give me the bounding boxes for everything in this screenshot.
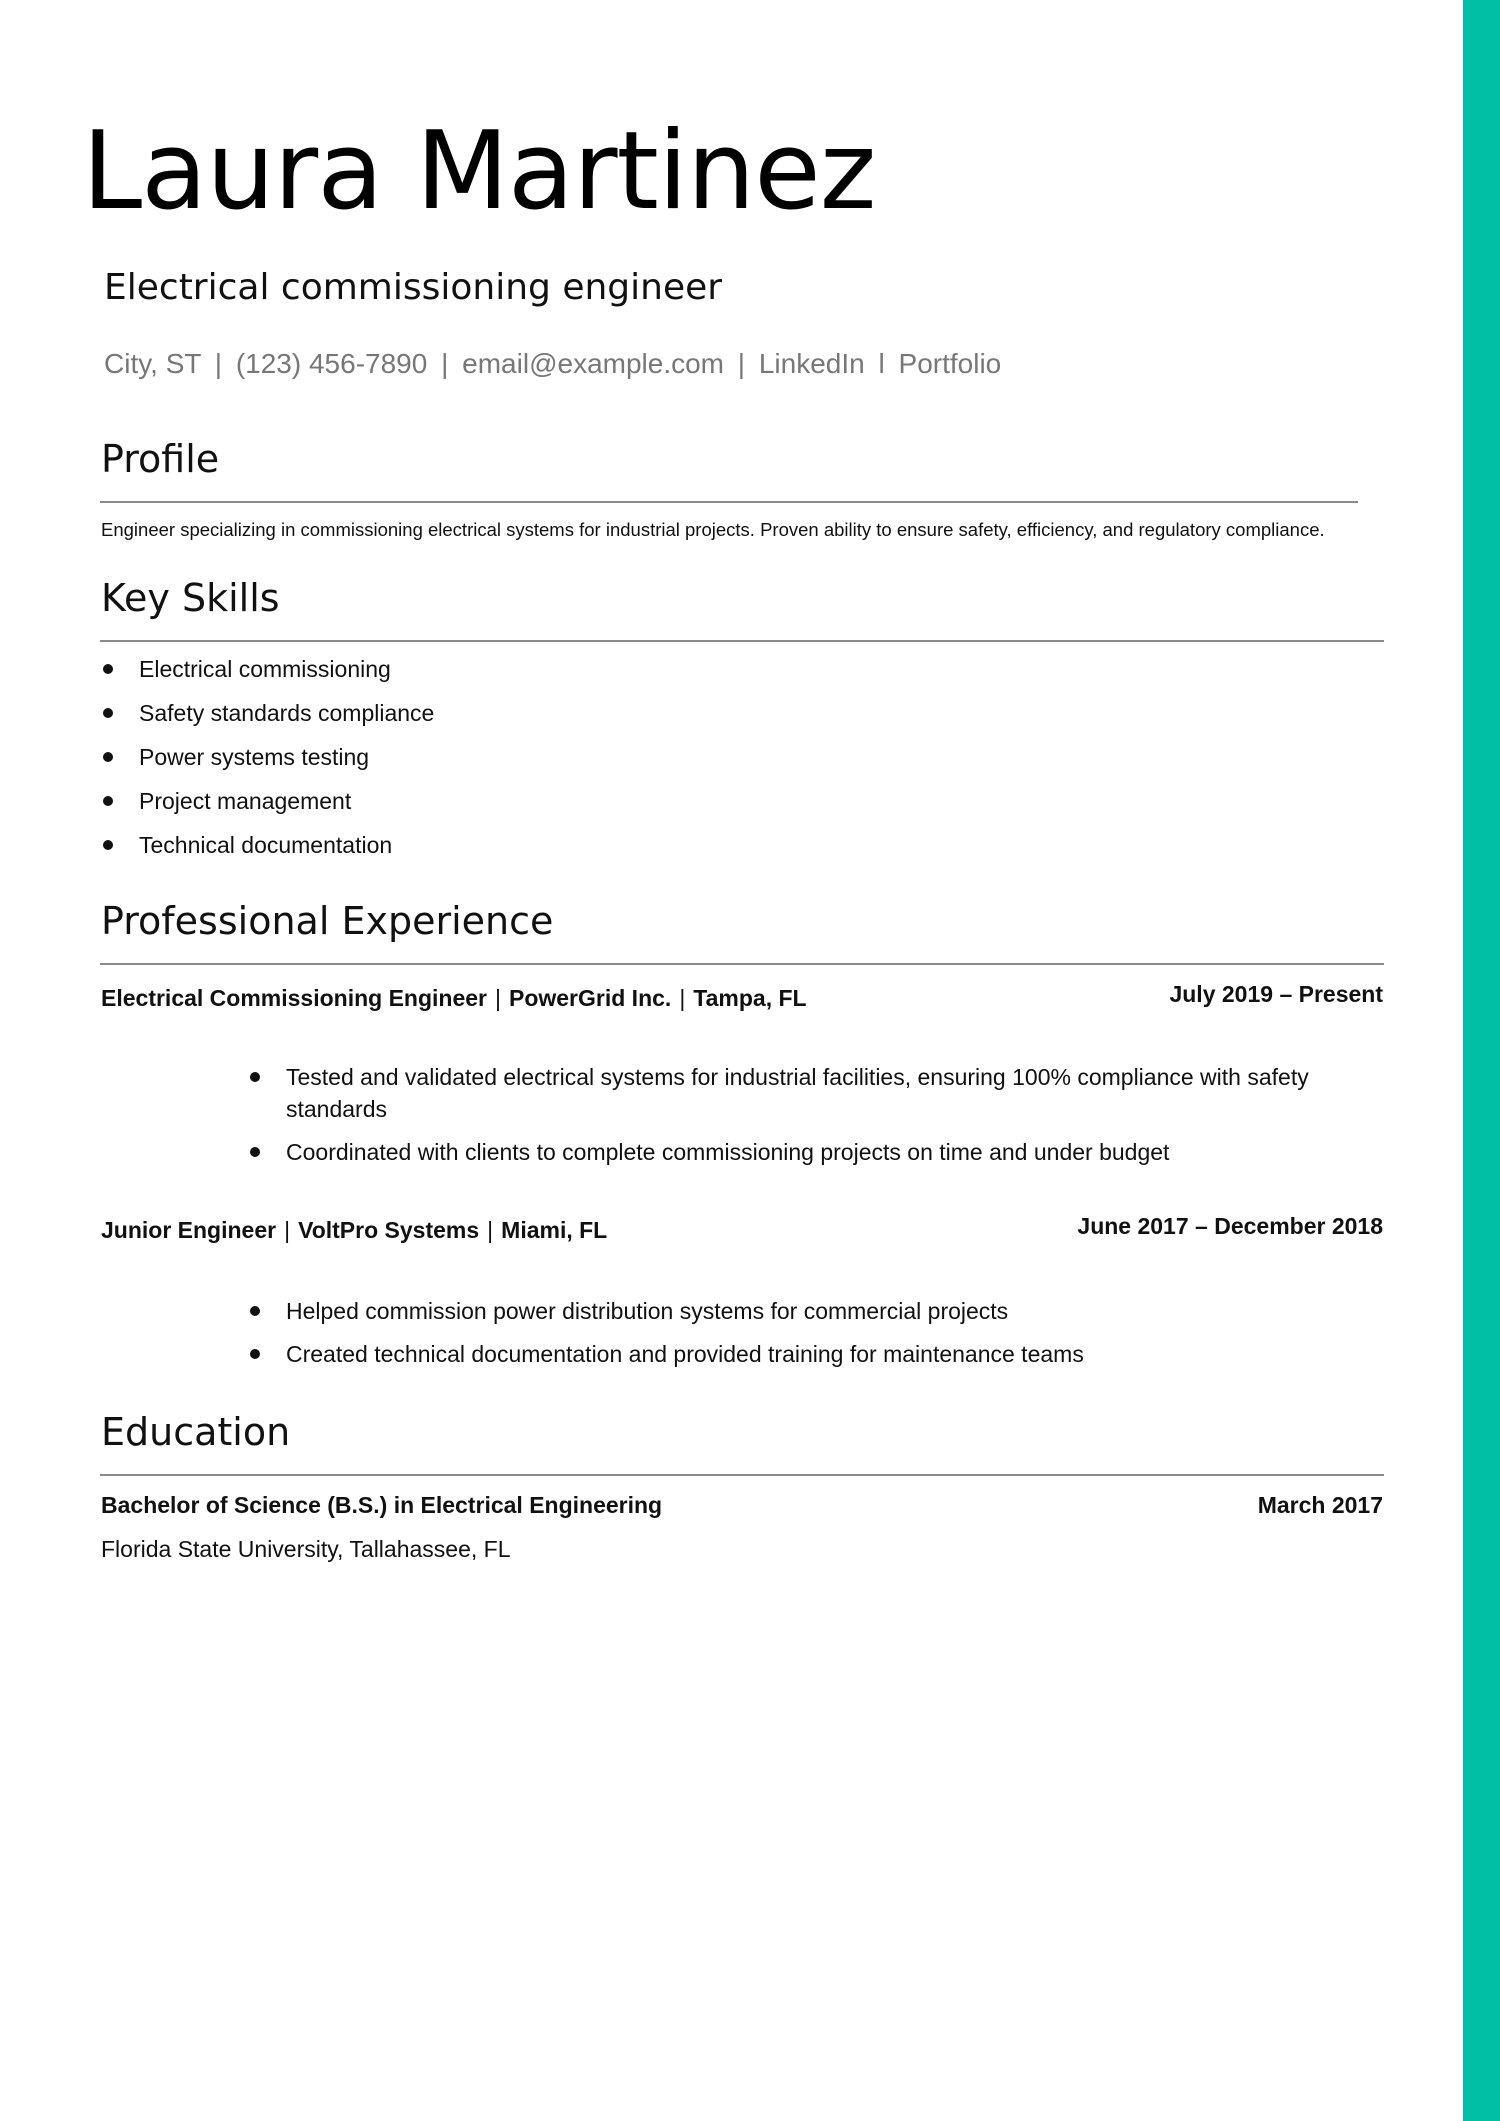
job-title: Junior Engineer (101, 1217, 277, 1243)
job-location: Tampa, FL (693, 985, 807, 1011)
bullet-icon (103, 708, 113, 718)
contact-separator: | (214, 348, 223, 379)
candidate-title: Electrical commissioning engineer (104, 267, 723, 308)
job-duty-text: Created technical documentation and provided training for maintenance teams (286, 1341, 1084, 1367)
degree-date: March 2017 (1257, 1492, 1383, 1518)
skill-item (101, 828, 434, 872)
skill-item (101, 652, 434, 696)
bullet-icon (250, 1072, 260, 1082)
contact-line (104, 348, 1001, 380)
job-duty-text: Tested and validated electrical systems for industrial facilities, ensuring 100% compliance with safety standards (286, 1064, 1309, 1122)
skills-divider (100, 640, 1384, 642)
experience-heading: Professional Experience (101, 899, 554, 943)
experience-divider (100, 963, 1384, 965)
profile-divider (100, 501, 1358, 503)
bullet-icon (250, 1147, 260, 1157)
job-duty (248, 1061, 1348, 1125)
job-duty (248, 1338, 1348, 1370)
school-name: Florida State University, Tallahassee, FL (101, 1536, 511, 1562)
job-title: Electrical Commissioning Engineer (101, 985, 487, 1011)
candidate-name: Laura Martinez (82, 109, 876, 234)
job-duty (248, 1136, 1348, 1168)
degree-name: Bachelor of Science (B.S.) in Electrical Engineering (101, 1492, 663, 1518)
job-heading (101, 1217, 607, 1244)
job-duties-list (248, 1295, 1348, 1381)
contact-phone: (123) 456-7890 (235, 348, 428, 379)
contact-separator: | (441, 348, 449, 379)
job-separator: | (487, 1217, 494, 1243)
job-separator: | (284, 1217, 291, 1243)
job-company: VoltPro Systems (298, 1217, 480, 1243)
accent-sidebar-bar (1463, 0, 1500, 2121)
skill-label: Safety standards compliance (139, 700, 435, 726)
skill-label: Power systems testing (139, 744, 370, 770)
contact-separator: | (737, 348, 746, 379)
job-heading (101, 985, 807, 1012)
job-company: PowerGrid Inc. (508, 985, 672, 1011)
skills-list (101, 652, 434, 872)
bullet-icon (103, 796, 113, 806)
job-duty-text: Coordinated with clients to complete commissioning projects on time and under budget (286, 1139, 1170, 1165)
profile-summary: Engineer specializing in commissioning electrical systems for industrial projects. Proven ability to ensure safety, efficiency, and regulatory compliance. (101, 519, 1325, 540)
education-divider (100, 1474, 1384, 1476)
contact-portfolio-link[interactable]: Portfolio (898, 348, 1002, 379)
skill-label: Electrical commissioning (139, 656, 391, 682)
job-duty-text: Helped commission power distribution systems for commercial projects (286, 1298, 1009, 1324)
contact-separator: l (878, 348, 885, 379)
skill-item (101, 696, 434, 740)
bullet-icon (103, 664, 113, 674)
job-location: Miami, FL (501, 1217, 608, 1243)
profile-heading: Profile (101, 437, 220, 481)
education-heading: Education (101, 1410, 291, 1454)
bullet-icon (250, 1349, 260, 1359)
skill-item (101, 784, 434, 828)
contact-location: City, ST (104, 348, 201, 379)
job-duty (248, 1295, 1348, 1327)
bullet-icon (103, 840, 113, 850)
contact-email: email@example.com (462, 348, 724, 379)
bullet-icon (103, 752, 113, 762)
job-dates: June 2017 – December 2018 (1077, 1213, 1383, 1239)
skill-item (101, 740, 434, 784)
job-separator: | (495, 985, 501, 1011)
contact-linkedin-link[interactable]: LinkedIn (758, 348, 865, 379)
job-dates: July 2019 – Present (1169, 981, 1383, 1007)
skill-label: Technical documentation (139, 832, 393, 858)
job-duties-list (248, 1061, 1348, 1179)
skill-label: Project management (139, 788, 352, 814)
skills-heading: Key Skills (101, 576, 280, 620)
job-separator: | (679, 985, 686, 1011)
bullet-icon (250, 1306, 260, 1316)
